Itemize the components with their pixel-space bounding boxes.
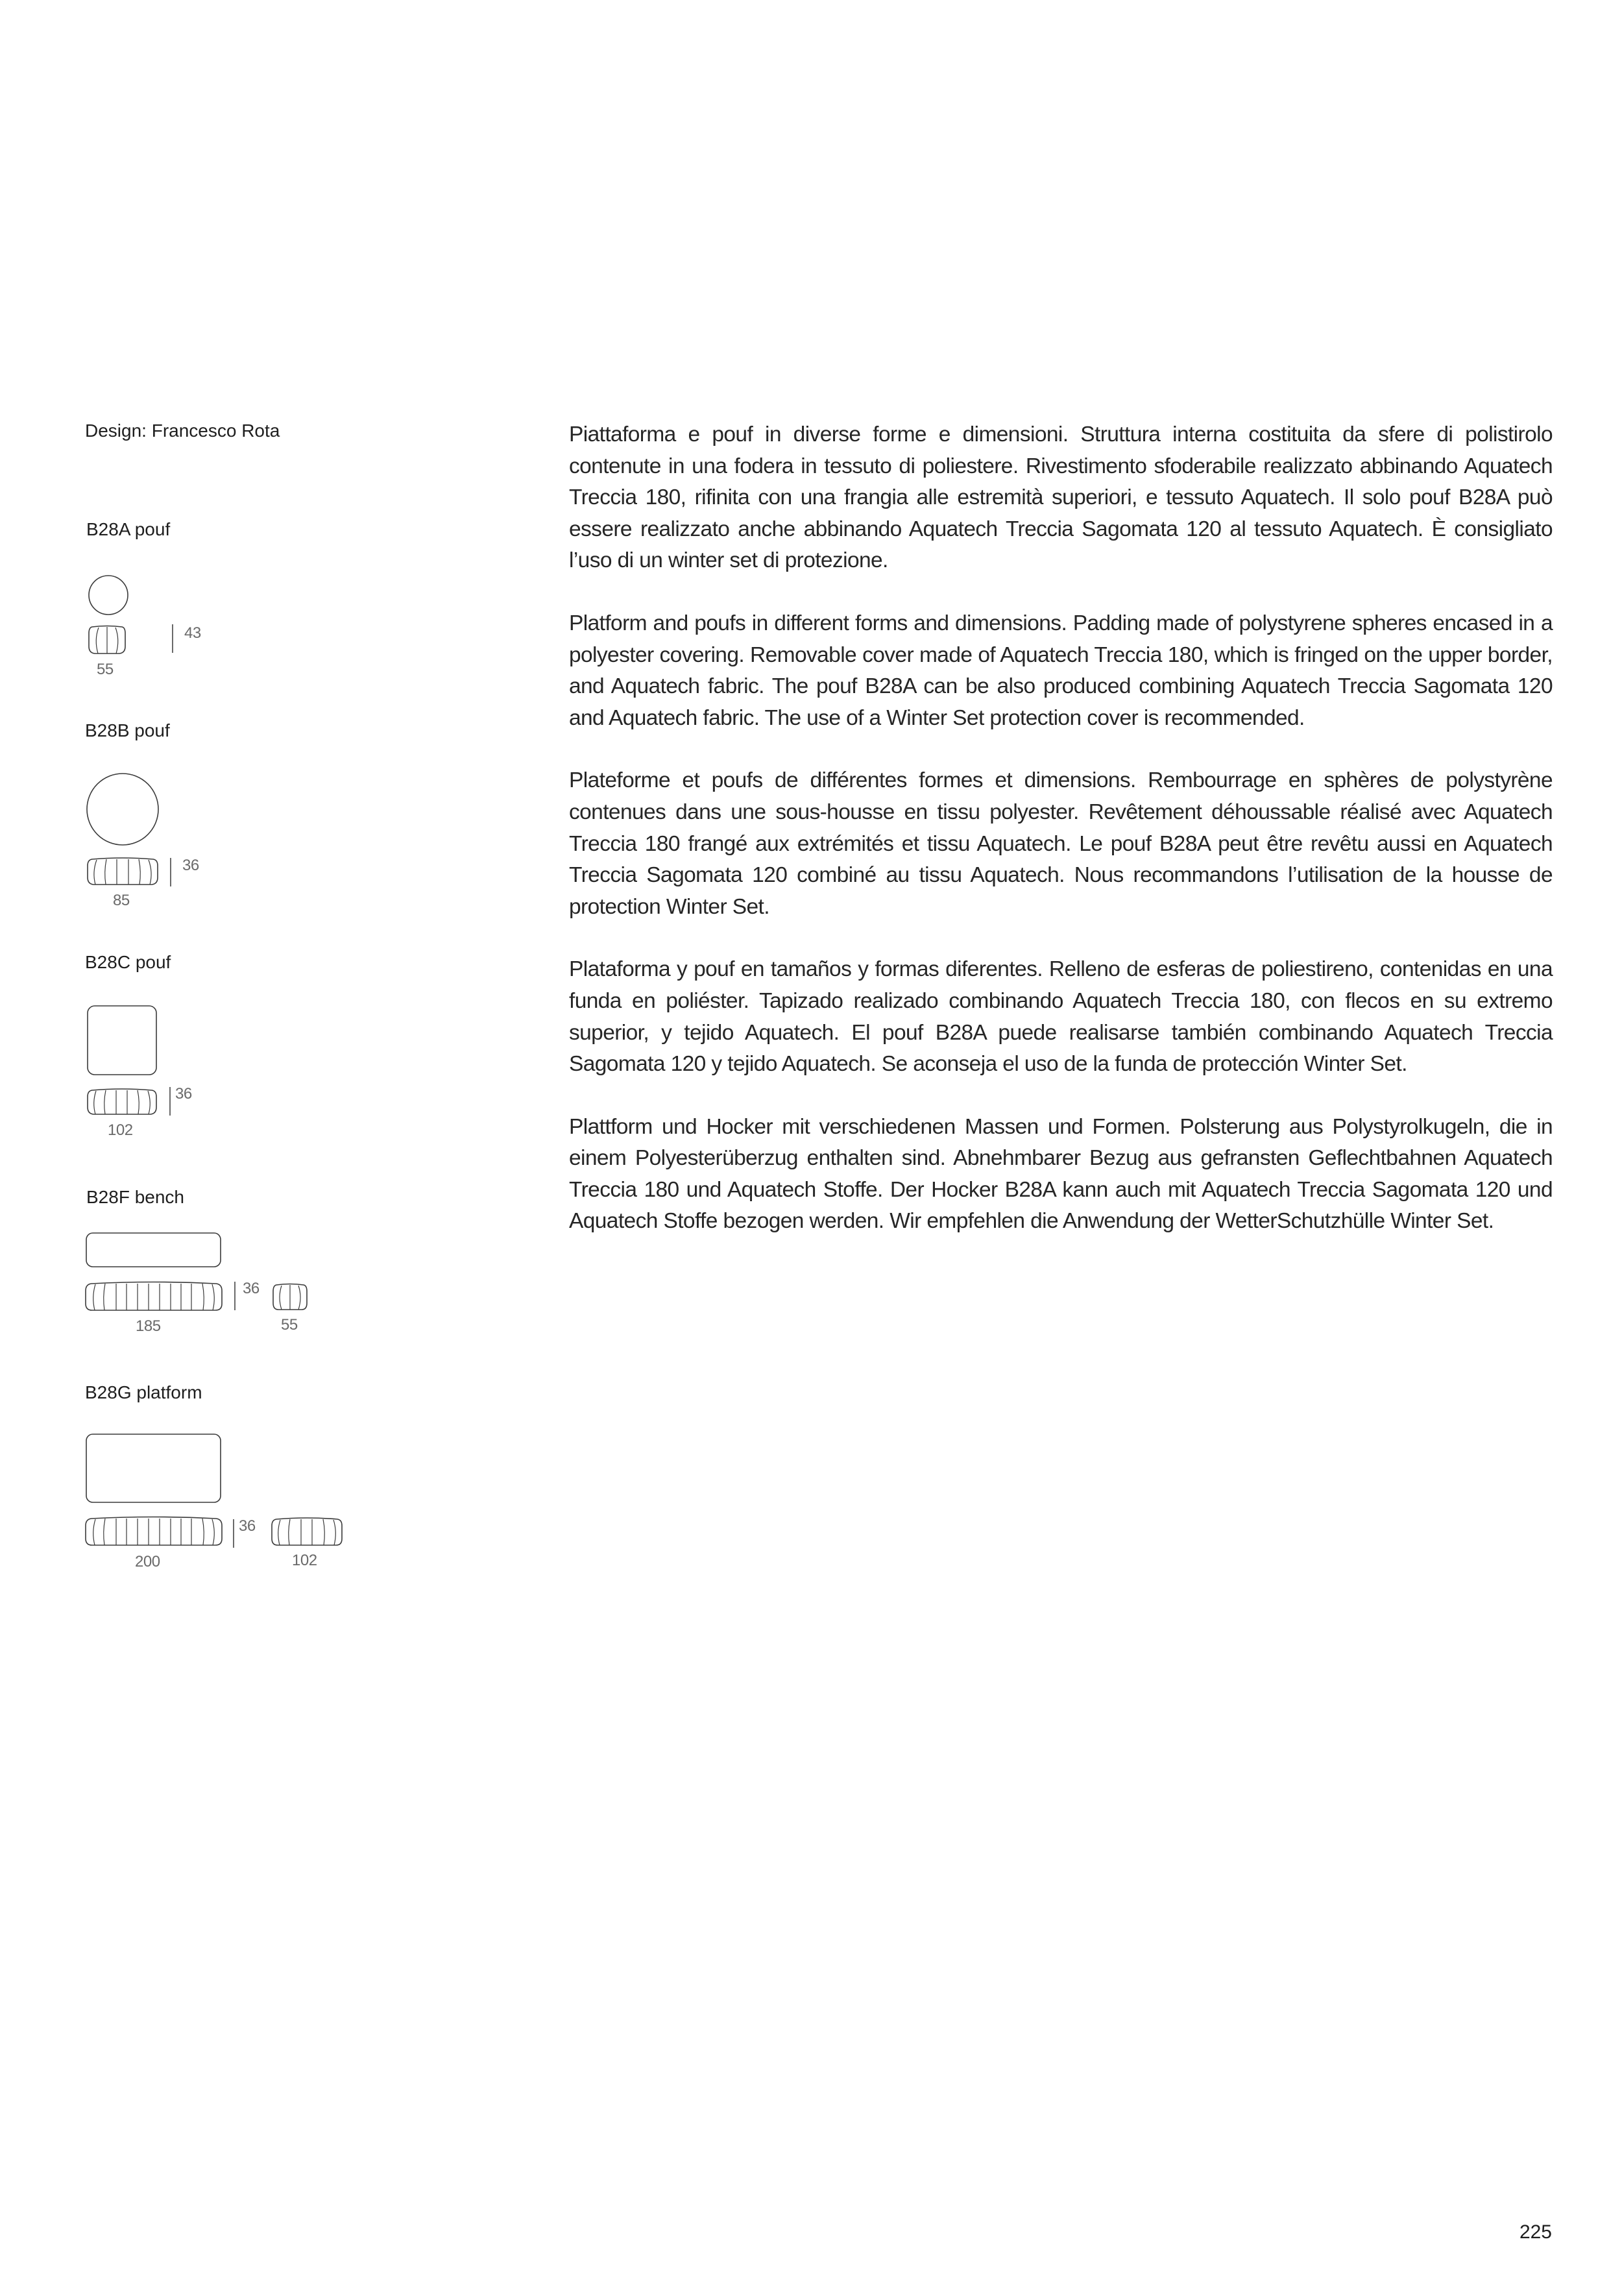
description-column: [569, 419, 1553, 1269]
b28c-height-line: [169, 1087, 171, 1116]
b28g-height-line: [233, 1519, 234, 1548]
b28f-end-view-icon: [271, 1282, 309, 1312]
b28g-height-value: 36: [239, 1517, 256, 1535]
b28c-width-value: 102: [108, 1121, 133, 1139]
b28g-end-view-icon: [270, 1517, 344, 1548]
b28g-side-view-icon: [84, 1515, 224, 1548]
product-label-b28f: B28F bench: [86, 1187, 184, 1207]
description-italian: Piattaforma e pouf in diverse forme e dimensioni. Struttura interna costituita da sfere di polistirolo contenute in una fodera in tessuto di poliestere. Rivestimento sfoderabile realizzato abbinando Aquatech Treccia 180, rifinita con una frangia alle estremità superiori, e tessuto Aquatech. Il solo pouf B28A può essere realizzato anche abbinando Aquatech Treccia Sagomata 120 al tessuto Aquatech. È consigliato l’uso di un winter set di protezione.: [569, 422, 1553, 573]
b28f-height-line: [234, 1282, 236, 1310]
b28a-height-line: [172, 624, 173, 653]
b28c-top-view-square-icon: [86, 1005, 159, 1077]
product-label-b28a: B28A pouf: [86, 519, 171, 539]
page-number: 225: [1519, 2221, 1552, 2243]
b28f-depth-value: 55: [281, 1316, 298, 1334]
product-label-b28g: B28G platform: [85, 1382, 202, 1402]
b28g-length-value: 200: [135, 1553, 160, 1570]
b28a-width-value: 55: [97, 661, 114, 678]
b28g-depth-value: 102: [292, 1552, 317, 1569]
b28a-top-view-circle-icon: [88, 574, 129, 616]
b28b-height-value: 36: [182, 857, 199, 874]
b28f-length-value: 185: [136, 1317, 161, 1335]
b28b-height-line: [170, 858, 171, 886]
b28c-side-view-icon: [86, 1088, 158, 1116]
b28b-top-view-circle-icon: [86, 772, 160, 846]
designer-credit: Design: Francesco Rota: [85, 421, 280, 441]
product-label-b28b: B28B pouf: [85, 720, 170, 740]
b28f-height-value: 36: [243, 1280, 260, 1297]
b28b-side-view-icon: [86, 857, 160, 886]
b28f-top-view-rectangle-icon: [85, 1232, 223, 1269]
description-english: Platform and poufs in different forms and dimensions. Padding made of polystyrene spheres encased in a polyester covering. Removable cover made of Aquatech Treccia 180, which is fringed on the upper border, and Aquatech fabric. The pouf B28A can be also produced combining Aquatech Treccia Sagomata 120 and Aquatech fabric. The use of a Winter Set protection cover is recommended.: [569, 611, 1553, 730]
product-label-b28c: B28C pouf: [85, 952, 171, 972]
b28f-side-view-icon: [84, 1280, 224, 1313]
description-french: Plateforme et poufs de différentes formes et dimensions. Rembourrage en sphères de polystyrène contenues dans une sous-housse en tissu polyester. Revêtement déhoussable réalisé avec Aquatech Treccia 180 frangé aux extrémités et tissu Aquatech. Le pouf B28A peut être revêtu aussi en Aquatech Treccia Sagomata 120 combiné au tissu Aquatech. Nous recommandons l’utilisation de la housse de protection Winter Set.: [569, 768, 1553, 919]
b28c-height-value: 36: [175, 1085, 192, 1103]
description-spanish: Plataforma y pouf en tamaños y formas diferentes. Relleno de esferas de poliestireno, contenidas en una funda en poliéster. Tapizado realizado combinando Aquatech Treccia 180, con flecos en su extremo superior, y tejido Aquatech. El pouf B28A puede realisarse también combinando Aquatech Treccia Sagomata 120 y tejido Aquatech. Se aconseja el uso de la funda de protección Winter Set.: [569, 957, 1553, 1077]
b28a-height-value: 43: [184, 624, 201, 642]
b28b-width-value: 85: [113, 892, 130, 909]
b28a-side-view-icon: [87, 624, 127, 655]
description-german: Plattform und Hocker mit verschiedenen Massen und Formen. Polsterung aus Polystyrolkugeln, die in einem Polyesterüberzug enthalten sind. Abnehmbarer Bezug aus gefransten Geflechtbahnen Aquatech Treccia 180 und Aquatech Stoffe. Der Hocker B28A kann auch mit Aquatech Treccia Sagomata 120 und Aquatech Stoffe bezogen werden. Wir empfehlen die Anwendung der WetterSchutzhülle Winter Set.: [569, 1114, 1553, 1234]
b28g-top-view-rectangle-icon: [85, 1433, 223, 1506]
